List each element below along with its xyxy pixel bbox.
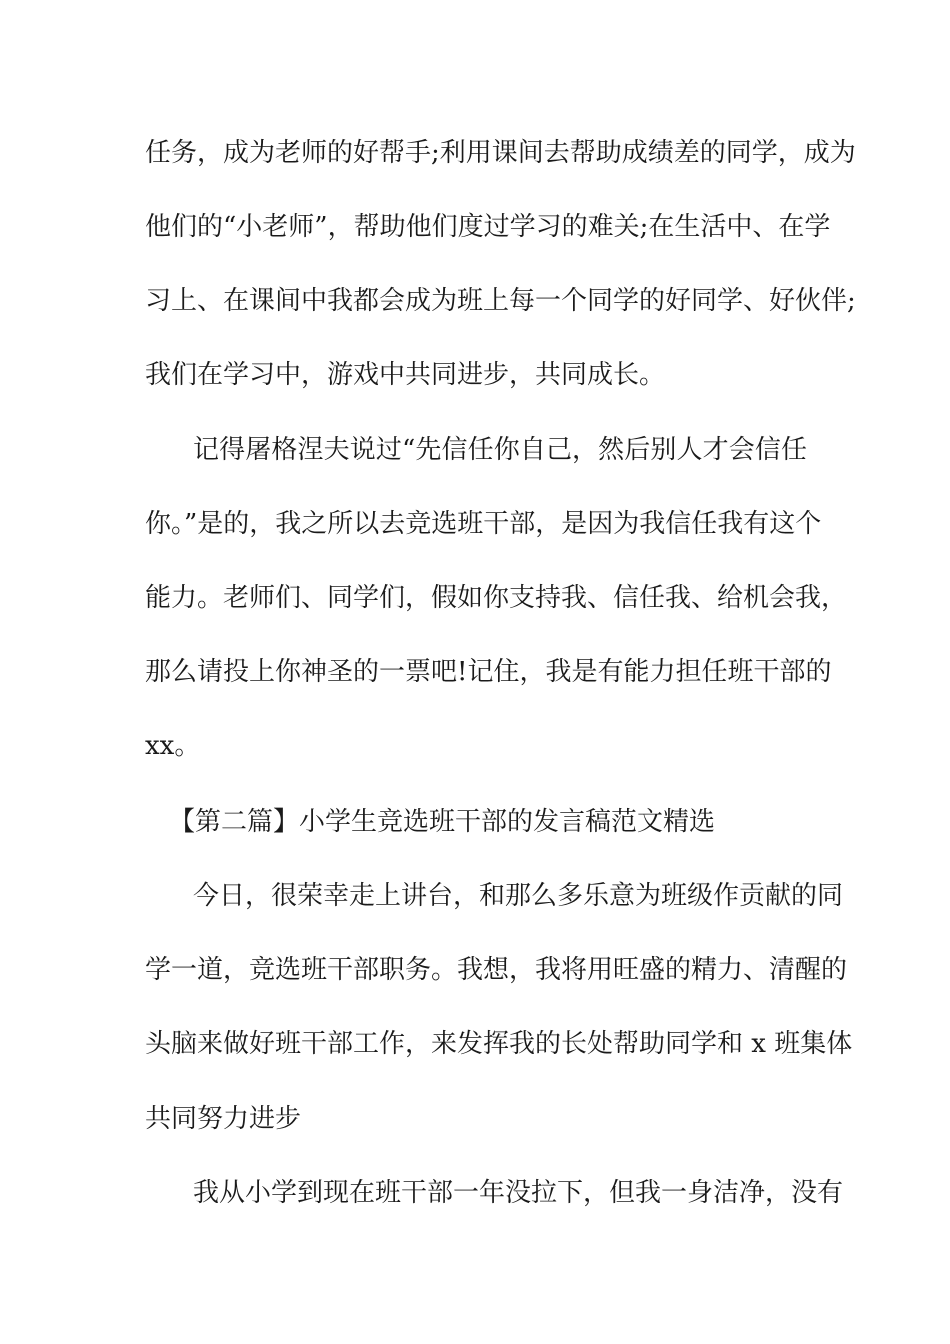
paragraph-line: 你。”是的，我之所以去竞选班干部，是因为我信任我有这个 <box>145 509 822 539</box>
paragraph-line: 任务，成为老师的好帮手;利用课间去帮助成绩差的同学，成为 <box>145 138 856 168</box>
paragraph-line: 我从小学到现在班干部一年没拉下，但我一身洁净，没有 <box>193 1178 844 1208</box>
paragraph-line: 今日，很荣幸走上讲台，和那么多乐意为班级作贡献的同 <box>193 881 844 911</box>
paragraph-line: 记得屠格涅夫说过“先信任你自己，然后别人才会信任 <box>193 435 807 465</box>
paragraph-line: xx。 <box>145 731 201 761</box>
paragraph-line: 头脑来做好班干部工作，来发挥我的长处帮助同学和 x 班集体 <box>145 1029 853 1059</box>
paragraph-line: 共同努力进步 <box>145 1104 302 1134</box>
paragraph-line: 习上、在课间中我都会成为班上每一个同学的好同学、好伙伴; <box>145 286 856 316</box>
paragraph-line: 我们在学习中，游戏中共同进步，共同成长。 <box>145 360 666 390</box>
paragraph-line: 他们的“小老师”，帮助他们度过学习的难关;在生活中、在学 <box>145 212 831 242</box>
paragraph-line: 能力。老师们、同学们，假如你支持我、信任我、给机会我， <box>145 583 848 613</box>
paragraph-line: 学一道，竞选班干部职务。我想，我将用旺盛的精力、清醒的 <box>145 955 848 985</box>
section-heading: 【第二篇】小学生竞选班干部的发言稿范文精选 <box>169 807 716 837</box>
paragraph-line: 那么请投上你神圣的一票吧!记住，我是有能力担任班干部的 <box>145 657 832 687</box>
